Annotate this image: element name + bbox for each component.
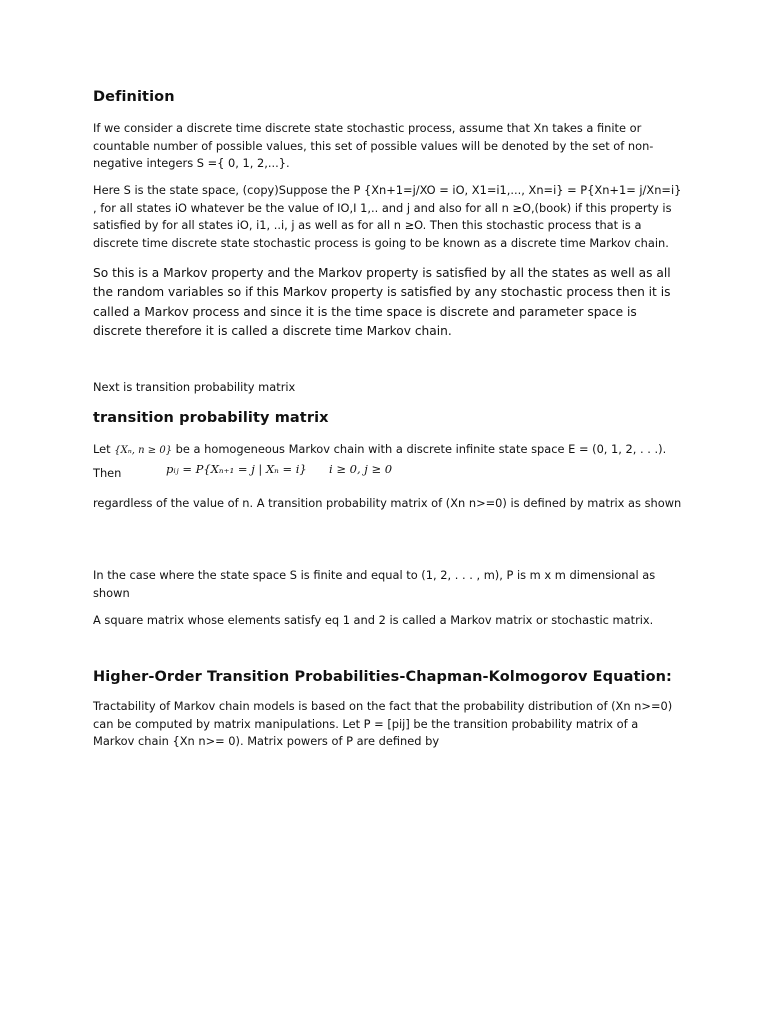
higher-order-heading: Higher-Order Transition Probabilities-Chapman-Kolmogorov Equation: (93, 669, 672, 685)
formula-condition: i ≥ 0, j ≥ 0 (329, 462, 393, 476)
then-word: Then (93, 466, 122, 480)
definition-paragraph-1: If we consider a discrete time discrete state stochastic process, assume that Xn takes a finite or countable number of possible values, this set of possible values will be denoted by the set of non-negative integers S ={ 0, 1, 2,...}. (93, 121, 654, 170)
transition-probability-formula: pᵢⱼ = P{Xₙ₊₁ = j | Xₙ = i} (166, 462, 307, 476)
next-topic-line: Next is transition probability matrix (93, 380, 296, 394)
markov-chain-set-math: {Xₙ, n ≥ 0} (114, 445, 173, 456)
finite-case-paragraph: In the case where the state space S is finite and equal to (1, 2, . . . , m), P is m x m dimensional as shown (93, 568, 656, 600)
let-description: be a homogeneous Markov chain with a discrete infinite state space E = (0, 1, 2, . . .). (175, 442, 667, 456)
regardless-paragraph: regardless of the value of n. A transition probability matrix of (Xn n>=0) is defined by matrix as shown (93, 496, 682, 510)
square-matrix-paragraph: A square matrix whose elements satisfy eq 1 and 2 is called a Markov matrix or stochastic matrix. (93, 613, 654, 627)
definition-heading: Definition (93, 89, 175, 105)
let-line (93, 441, 693, 460)
then-line (93, 462, 693, 483)
higher-order-paragraph: Tractability of Markov chain models is based on the fact that the probability distribution of (Xn n>=0) can be computed by matrix manipulations. Let P = [pij] be the transition probability matrix of a Markov chain {Xn n>= 0). Matrix powers of P are defined by (93, 699, 673, 748)
definition-paragraph-2: Here S is the state space, (copy)Suppose the P {Xn+1=j/XO = iO, X1=i1,..., Xn=i} = P{Xn+1= j/Xn=i} , for all states iO whatever be the value of IO,I 1,.. and j and also for all n ≥O,(book) if this property is satisfied by for all states iO, i1, ..i, j as well as for all n ≥O. Then this stochastic process that is a discrete time discrete state stochastic process is going to be known as a discrete time Markov chain. (93, 183, 682, 250)
definition-paragraph-3: So this is a Markov property and the Markov property is satisfied by all the states as well as all the random variables so if this Markov property is satisfied by any stochastic process then it is called a Markov process and since it is the time space is discrete and parameter space is discrete therefore it is called a discrete time Markov chain. (93, 266, 671, 338)
transition-heading: transition probability matrix (93, 410, 329, 426)
let-word: Let (93, 442, 111, 456)
